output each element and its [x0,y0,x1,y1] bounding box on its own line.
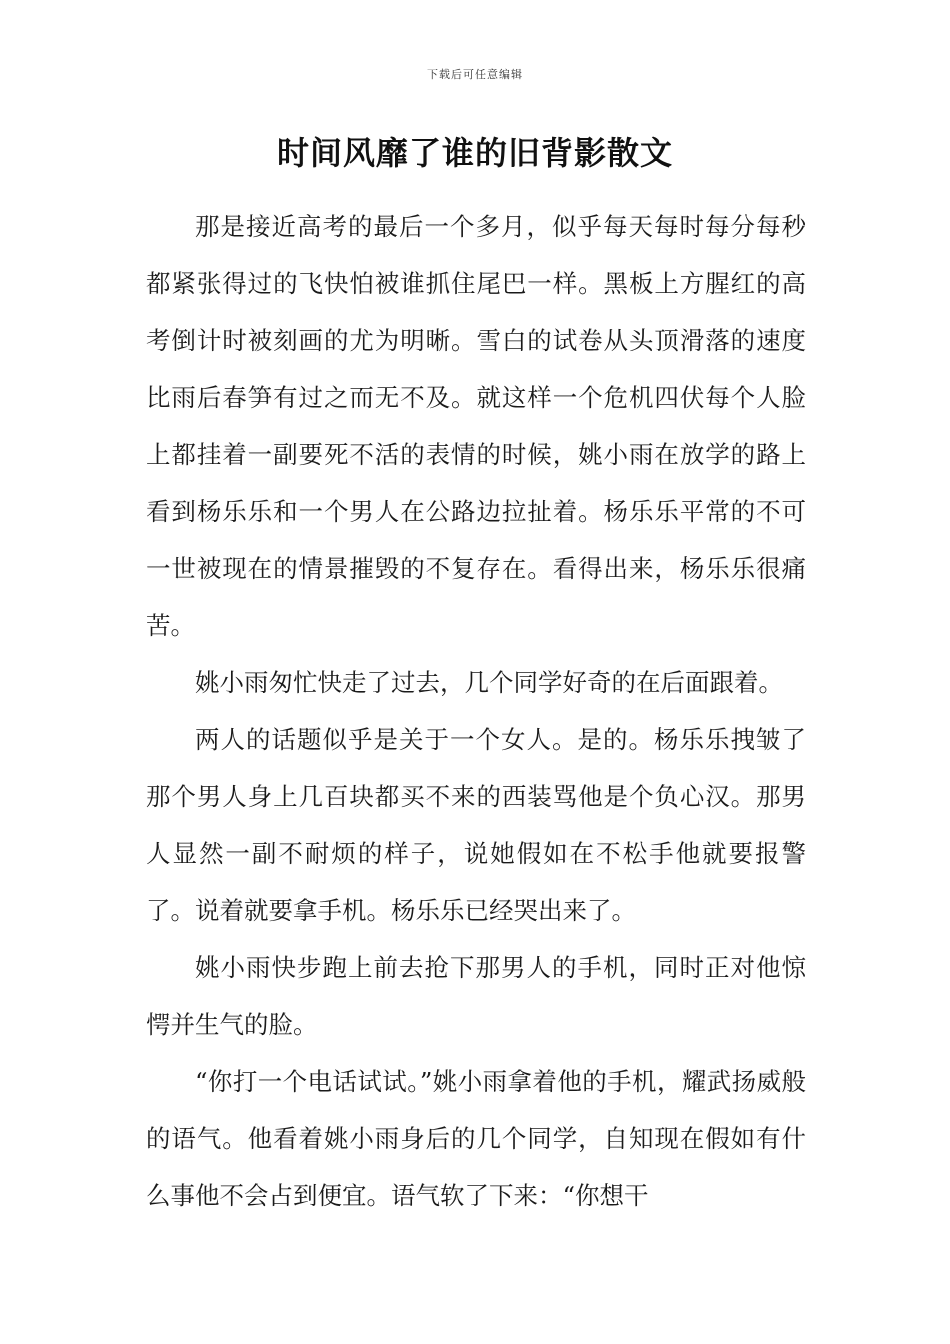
paragraph: 那是接近高考的最后一个多月，似乎每天每时每分每秒都紧张得过的飞快怕被谁抓住尾巴一样。黑板上方腥红的高考倒计时被刻画的尤为明晰。雪白的试卷从头顶滑落的速度比雨后春笋有过之而无不及。就这样一个危机四伏每个人脸上都挂着一副要死不活的表情的时候，姚小雨在放学的路上看到杨乐乐和一个男人在公路边拉扯着。杨乐乐平常的不可一世被现在的情景摧毁的不复存在。看得出来，杨乐乐很痛苦。 [146,212,806,640]
paragraph: 两人的话题似乎是关于一个女人。是的。杨乐乐拽皱了那个男人身上几百块都买不来的西装骂他是个负心汉。那男人显然一副不耐烦的样子，说她假如在不松手他就要报警了。说着就要拿手机。杨乐乐已经哭出来了。 [146,725,806,925]
paragraph: “你打一个电话试试。”姚小雨拿着他的手机，耀武扬威般的语气。他看着姚小雨身后的几个同学，自知现在假如有什么事他不会占到便宜。语气软了下来：“你想干 [146,1067,806,1210]
document-body [146,198,806,1224]
paragraph: 姚小雨快步跑上前去抢下那男人的手机，同时正对他惊愕并生气的脸。 [146,953,806,1039]
header-note: 下载后可任意编辑 [427,68,523,81]
document-title: 时间风靡了谁的旧背影散文 [276,134,673,172]
paragraph: 姚小雨匆忙快走了过去，几个同学好奇的在后面跟着。 [195,668,783,697]
